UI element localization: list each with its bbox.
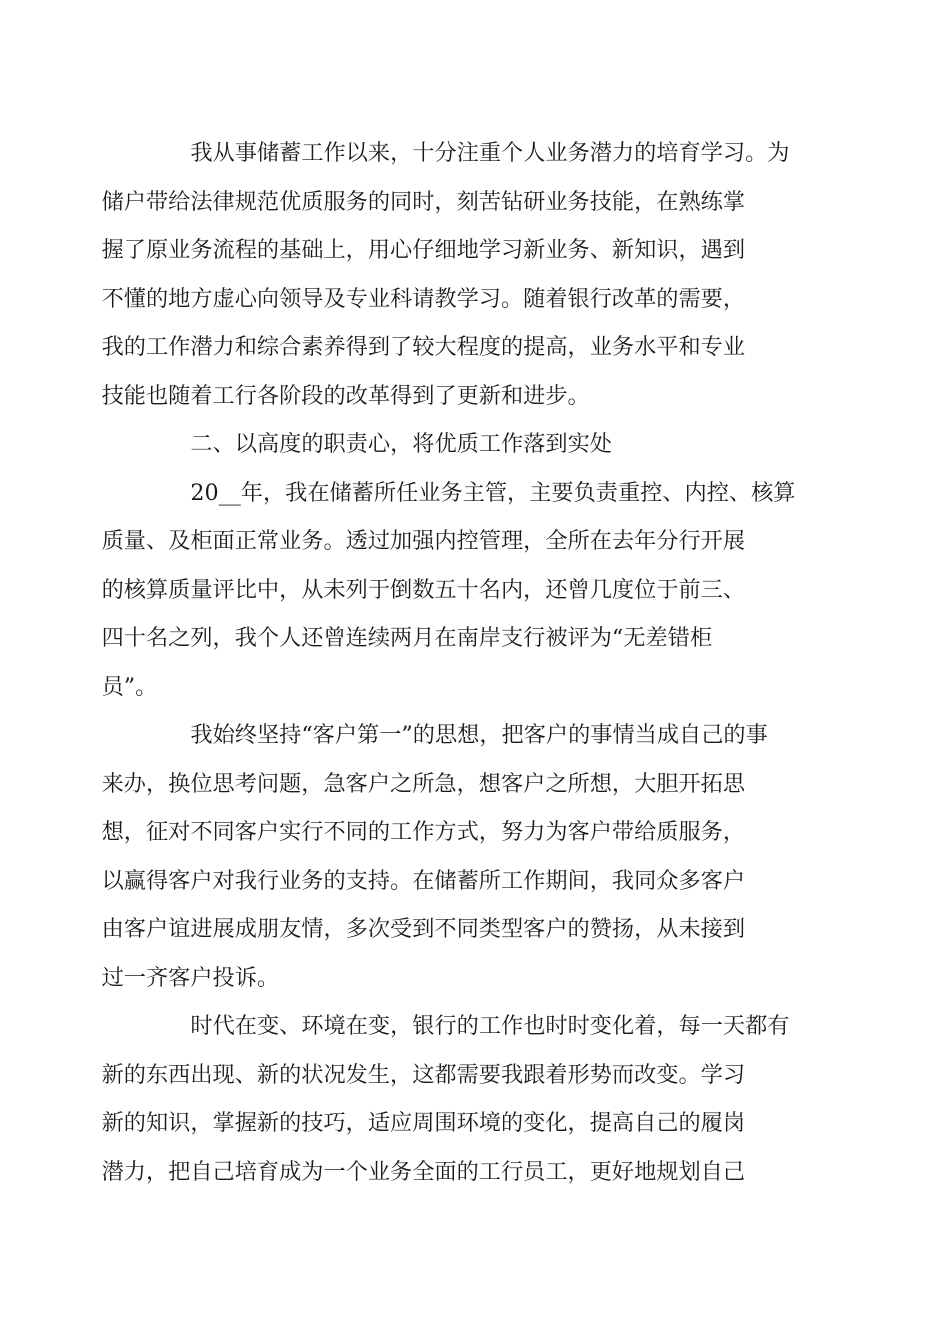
text-line: 想，征对不同客户实行不同的工作方式，努力为客户带给质服务， — [101, 819, 746, 845]
text-line: 我从事储蓄工作以来，十分注重个人业务潜力的培育学习。为 — [190, 140, 790, 166]
paragraph-5 — [101, 1002, 806, 1196]
text-line: 的核算质量评比中，从未列于倒数五十名内，还曾几度位于前三、 — [101, 576, 746, 603]
text-line: 过一齐客户投诉。 — [101, 964, 280, 991]
document-body — [101, 129, 806, 1196]
text-line: 握了原业务流程的基础上，用心仔细地学习新业务、新知识，遇到 — [101, 237, 746, 263]
text-line: 我始终坚持“客户第一”的思想，把客户的事情当成自己的事 — [190, 722, 768, 748]
text-line: 以赢得客户对我行业务的支持。在储蓄所工作期间，我同众多客户 — [101, 867, 746, 894]
paragraph-3 — [101, 469, 806, 712]
text-line: 储户带给法律规范优质服务的同时，刻苦钻研业务技能，在熟练掌 — [101, 188, 746, 215]
text-line: 员”。 — [101, 673, 158, 700]
text-line: 来办，换位思考问题，急客户之所急，想客户之所想，大胆开拓思 — [101, 770, 746, 797]
text-line: 质量、及柜面正常业务。透过加强内控管理，全所在去年分行开展 — [101, 528, 746, 554]
text-line: 我的工作潜力和综合素养得到了较大程度的提高，业务水平和专业 — [101, 334, 746, 360]
paragraph-4 — [101, 711, 806, 1002]
text-line: 时代在变、环境在变，银行的工作也时时变化着，每一天都有 — [190, 1013, 790, 1039]
paragraph-1 — [101, 129, 806, 420]
text-line: 四十名之列，我个人还曾连续两月在南岸支行被评为“无差错柜 — [101, 625, 713, 651]
text-line: 由客户谊进展成朋友情，多次受到不同类型客户的赞扬，从未接到 — [101, 916, 746, 942]
text-line: 潜力，把自己培育成为一个业务全面的工行员工，更好地规划自己 — [101, 1158, 746, 1185]
section-heading-2 — [146, 420, 806, 469]
text-line: 技能也随着工行各阶段的改革得到了更新和进步。 — [101, 382, 590, 409]
text-line: 新的知识，掌握新的技巧，适应周围环境的变化，提高自己的履岗 — [101, 1110, 746, 1136]
text-line: 不懂的地方虚心向领导及专业科请教学习。随着银行改革的需要， — [101, 285, 746, 312]
heading-line: 二、以高度的职责心，将优质工作落到实处 — [190, 431, 612, 457]
text-line: 20__年，我在储蓄所任业务主管，主要负责重控、内控、核算 — [190, 479, 796, 506]
text-line: 新的东西出现、新的状况发生，这都需要我跟着形势而改变。学习 — [101, 1061, 746, 1088]
